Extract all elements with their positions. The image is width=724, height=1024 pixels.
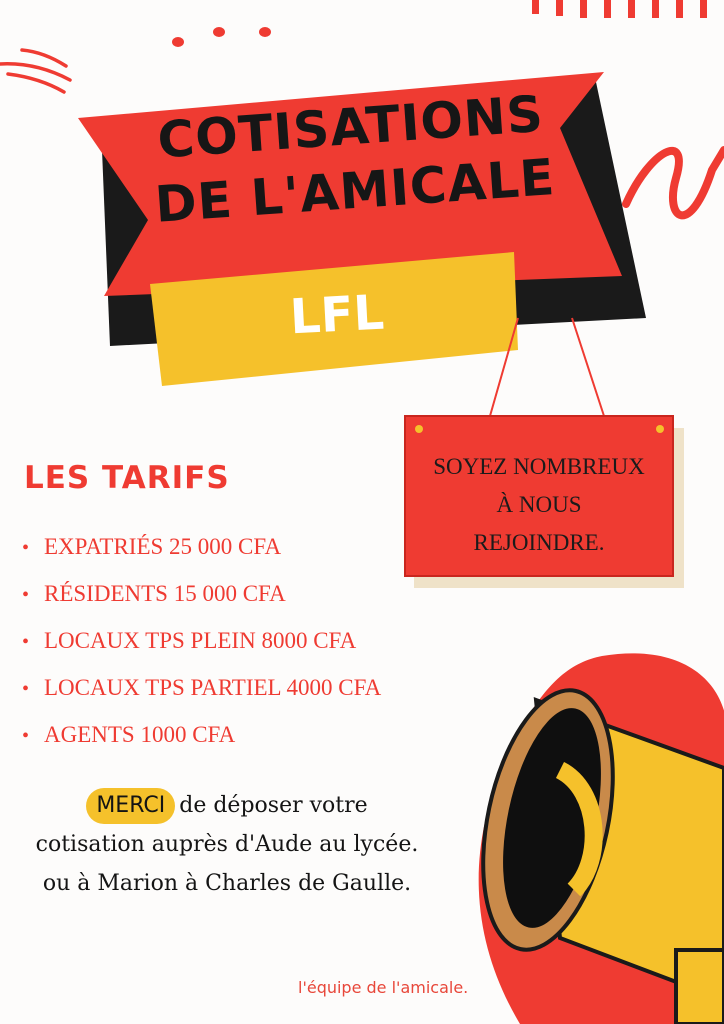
tarifs-heading: LES TARIFS [24, 460, 230, 496]
deposit-message-line1 [0, 786, 454, 825]
decorative-ticks [532, 0, 707, 18]
tarifs-list [22, 524, 381, 759]
tarif-item-text: AGENTS 1000 CFA [44, 722, 236, 747]
bullet-icon: • [22, 537, 30, 559]
sign-nail-left [415, 425, 423, 433]
tarif-item-text: LOCAUX TPS PARTIEL 4000 CFA [44, 675, 382, 700]
tarif-item-text: RÉSIDENTS 15 000 CFA [44, 581, 286, 606]
tarif-item [22, 524, 381, 571]
tarif-item-text: EXPATRIÉS 25 000 CFA [44, 534, 282, 559]
deposit-message-line2: cotisation auprès d'Aude au lycée. [35, 832, 419, 857]
decorative-burst-lines [0, 50, 70, 92]
merci-highlight: MERCI [86, 788, 175, 824]
tarif-item [22, 712, 381, 759]
sign-nail-right [656, 425, 664, 433]
sign-line1: SOYEZ NOMBREUX [433, 454, 645, 479]
deposit-message-line1-text: de déposer votre [179, 793, 368, 818]
tarif-item [22, 618, 381, 665]
decorative-dots [172, 27, 271, 47]
decorative-zigzag [626, 150, 724, 215]
tarif-item [22, 665, 381, 712]
bullet-icon: • [22, 631, 30, 653]
sign-message [405, 448, 673, 562]
bullet-icon: • [22, 678, 30, 700]
sign-line2: À NOUS [496, 492, 582, 517]
banner-highlight: LFL [288, 284, 386, 346]
deposit-message [0, 786, 454, 903]
megaphone-icon [462, 653, 724, 1024]
bullet-icon: • [22, 584, 30, 606]
tarif-item [22, 571, 381, 618]
tarif-item-text: LOCAUX TPS PLEIN 8000 CFA [44, 628, 357, 653]
signature: l'équipe de l'amicale. [298, 978, 469, 997]
banner-title-line2: DE L'AMICALE [153, 148, 557, 234]
bullet-icon: • [22, 725, 30, 747]
banner-title-line1: COTISATIONS [155, 84, 546, 170]
deposit-message-line3: ou à Marion à Charles de Gaulle. [42, 871, 412, 896]
sign-line3: REJOINDRE. [473, 530, 605, 555]
